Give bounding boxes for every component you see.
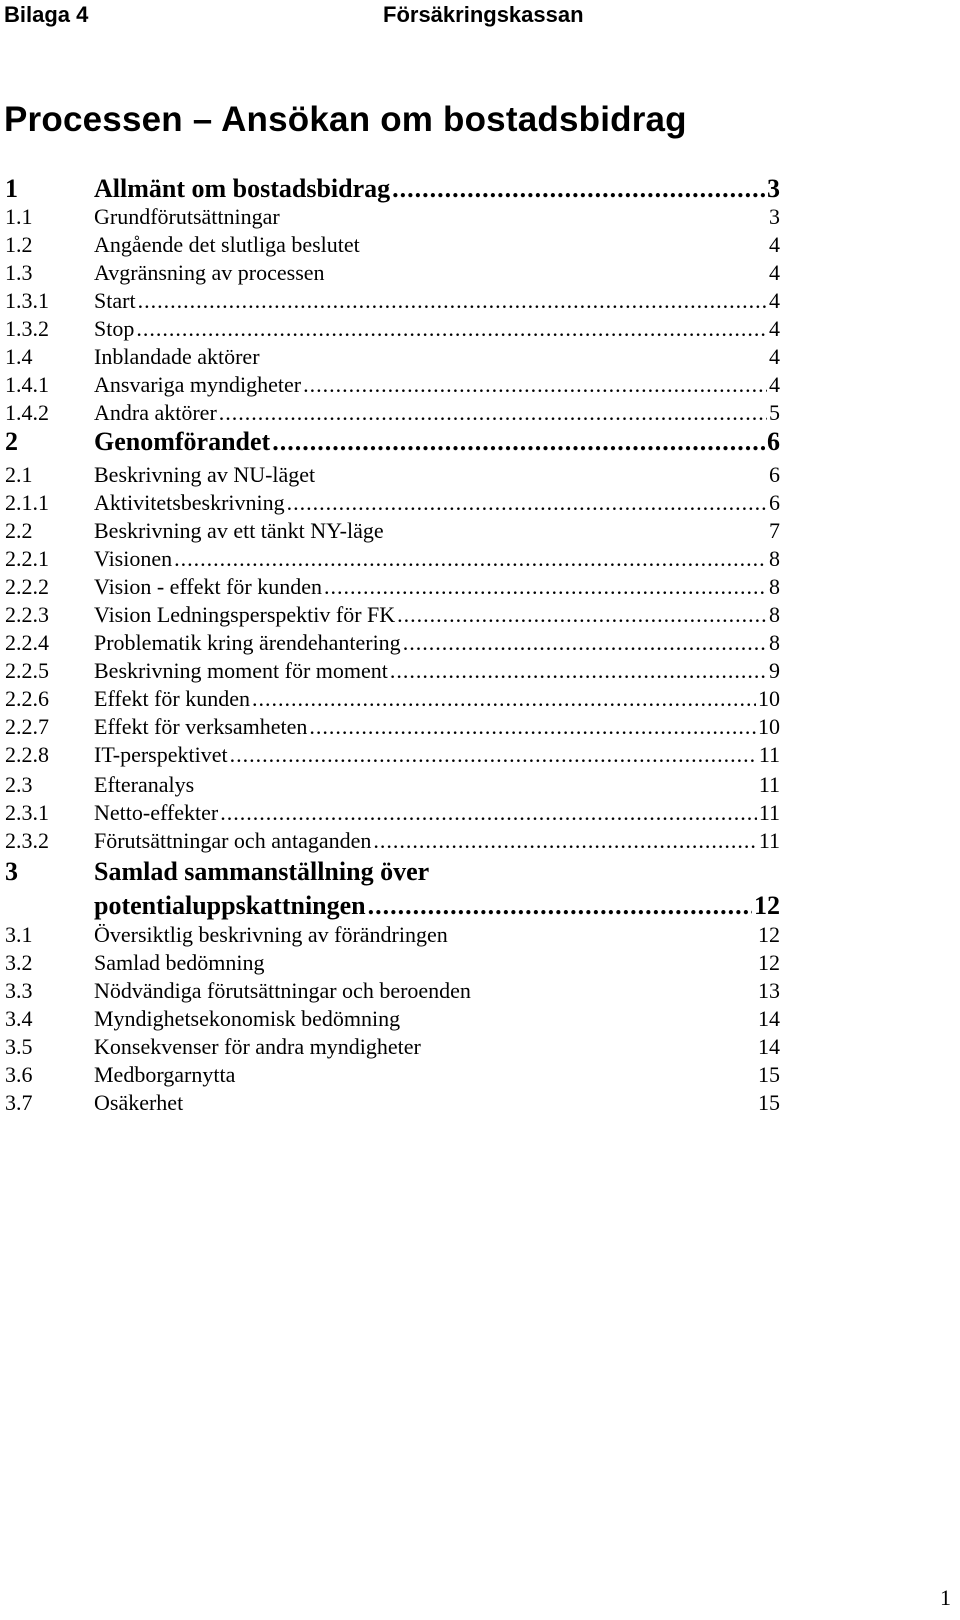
toc-entry[interactable]	[0, 1032, 960, 1061]
toc-entry[interactable]	[0, 798, 960, 827]
toc-entry-number: 2.1	[5, 462, 33, 487]
toc-entry-number: 2	[5, 427, 18, 456]
toc-entry-page: 8	[769, 546, 780, 571]
toc-dot-leader	[390, 656, 767, 685]
toc-entry-number: 2.2	[5, 518, 33, 543]
toc-entry-page: 12	[758, 922, 780, 947]
toc-entry-number: 1.3.1	[5, 288, 49, 313]
toc-entry-page: 10	[758, 714, 780, 739]
toc-entry-page: 11	[758, 828, 780, 853]
toc-entry-page: 6	[769, 462, 780, 487]
toc-entry-page: 7	[769, 518, 780, 543]
toc-entry[interactable]	[0, 948, 960, 977]
toc-entry-number: 2.3	[5, 772, 33, 797]
toc-entry-page: 15	[758, 1062, 780, 1087]
toc-entry-page: 12	[758, 950, 780, 975]
toc-entry-label-row	[94, 890, 780, 922]
toc-entry[interactable]	[0, 656, 960, 685]
toc-entry[interactable]	[0, 398, 960, 427]
toc-entry[interactable]	[0, 258, 960, 287]
toc-entry-title: Samlad sammanställning över	[94, 857, 430, 886]
toc-entry-title: Problematik kring ärendehantering	[94, 630, 401, 655]
toc-entry-number: 1.1	[5, 204, 33, 229]
toc-entry[interactable]	[0, 460, 960, 489]
toc-dot-leader	[136, 314, 767, 343]
toc-entry[interactable]	[0, 976, 960, 1005]
toc-entry-title: Aktivitetsbeskrivning	[94, 490, 285, 515]
toc-entry-title: Översiktlig beskrivning av förändringen	[94, 922, 448, 947]
toc-entry-number: 1.2	[5, 232, 33, 257]
toc-entry-number: 1	[5, 174, 18, 203]
toc-entry-label-row	[94, 1088, 780, 1117]
toc-entry-page: 11	[758, 800, 780, 825]
toc-entry-title: Angående det slutliga beslutet	[94, 232, 360, 257]
toc-entry-number: 2.2.7	[5, 714, 49, 739]
toc-entry-title: Vision Ledningsperspektiv för FK	[94, 602, 396, 627]
toc-entry[interactable]	[0, 230, 960, 259]
toc-entry-label-row	[94, 516, 780, 545]
toc-entry-label-row	[94, 1032, 780, 1061]
toc-entry-label-row	[94, 798, 780, 827]
toc-entry-page: 9	[769, 658, 780, 683]
toc-entry-number: 2.1.1	[5, 490, 49, 515]
page-number: 1	[940, 1585, 951, 1610]
toc-entry-label-row	[94, 202, 780, 231]
toc-dot-leader	[392, 173, 765, 205]
toc-entry-page: 5	[769, 400, 780, 425]
toc-dot-leader	[174, 544, 767, 573]
toc-entry-title: Allmänt om bostadsbidrag	[94, 174, 391, 203]
toc-entry[interactable]	[0, 516, 960, 545]
toc-entry-number: 1.3.2	[5, 316, 49, 341]
toc-entry[interactable]	[0, 826, 960, 855]
toc-entry-number: 2.2.4	[5, 630, 49, 655]
toc-entry-label-row	[94, 426, 780, 458]
toc-entry-title: Beskrivning moment för moment	[94, 658, 388, 683]
toc-dot-leader	[138, 286, 767, 315]
toc-entry-page: 10	[758, 686, 780, 711]
toc-entry-page: 4	[769, 232, 780, 257]
toc-dot-leader	[324, 572, 767, 601]
toc-dot-leader	[220, 798, 757, 827]
toc-entry-title: Ansvariga myndigheter	[94, 372, 302, 397]
toc-entry-page: 13	[758, 978, 780, 1003]
toc-entry-number: 3.5	[5, 1034, 33, 1059]
toc-dot-leader	[230, 740, 757, 769]
toc-entry-page: 4	[769, 372, 780, 397]
toc-entry-title: Andra aktörer	[94, 400, 217, 425]
toc-entry-number: 1.4	[5, 344, 33, 369]
toc-dot-leader	[397, 600, 767, 629]
toc-entry-label-row	[94, 656, 780, 685]
toc-entry[interactable]	[0, 770, 960, 799]
toc-entry-page: 12	[754, 891, 780, 920]
toc-entry-label-row	[94, 770, 780, 799]
toc-entry-label-row	[94, 286, 780, 315]
toc-entry-page: 14	[758, 1034, 780, 1059]
toc-entry-label-row	[94, 460, 780, 489]
toc-entry-title: Konsekvenser för andra myndigheter	[94, 1034, 421, 1059]
header-attachment-label: Bilaga 4	[4, 2, 89, 27]
toc-entry-page: 4	[769, 288, 780, 313]
toc-entry-page: 3	[767, 174, 780, 203]
toc-entry[interactable]	[0, 202, 960, 231]
toc-entry[interactable]	[0, 856, 960, 888]
toc-entry[interactable]	[0, 920, 960, 949]
toc-entry-number: 3	[5, 857, 18, 886]
toc-entry[interactable]	[0, 342, 960, 371]
toc-entry[interactable]	[0, 314, 960, 343]
toc-entry[interactable]	[0, 890, 960, 922]
toc-entry[interactable]	[0, 600, 960, 629]
toc-entry[interactable]	[0, 544, 960, 573]
toc-entry-label-row	[94, 314, 780, 343]
toc-entry-number: 3.6	[5, 1062, 33, 1087]
toc-entry-number: 3.4	[5, 1006, 33, 1031]
toc-entry-title: Osäkerhet	[94, 1090, 184, 1115]
toc-entry-label-row	[94, 544, 780, 573]
toc-entry-title: Grundförutsättningar	[94, 204, 280, 229]
toc-entry[interactable]	[0, 628, 960, 657]
toc-entry[interactable]	[0, 1004, 960, 1033]
toc-entry-number: 1.4.2	[5, 400, 49, 425]
toc-entry-page: 11	[758, 772, 780, 797]
toc-entry-title: Samlad bedömning	[94, 950, 265, 975]
page-header	[0, 0, 960, 30]
toc-entry-title: Efteranalys	[94, 772, 195, 797]
toc-entry-page: 6	[769, 490, 780, 515]
toc-entry-number: 3.2	[5, 950, 33, 975]
toc-entry-title: Beskrivning av ett tänkt NY-läge	[94, 518, 384, 543]
toc-entry-page: 14	[758, 1006, 780, 1031]
toc-entry-label-row	[94, 488, 780, 517]
toc-entry-title: Effekt för verksamheten	[94, 714, 308, 739]
toc-entry[interactable]	[0, 173, 960, 205]
toc-entry-number: 1.4.1	[5, 372, 49, 397]
toc-entry-label-row	[94, 826, 780, 855]
toc-entry-label-row	[94, 856, 780, 888]
toc-entry-number: 1.3	[5, 260, 33, 285]
toc-entry[interactable]	[0, 1088, 960, 1117]
toc-entry[interactable]	[0, 572, 960, 601]
toc-entry-label-row	[94, 684, 780, 713]
toc-entry-label-row	[94, 740, 780, 769]
toc-entry-title: Nödvändiga förutsättningar och beroenden	[94, 978, 471, 1003]
toc-entry[interactable]	[0, 712, 960, 741]
toc-entry-number: 3.7	[5, 1090, 33, 1115]
toc-dot-leader	[403, 628, 767, 657]
toc-entry-title: Stop	[94, 316, 135, 341]
toc-entry-label-row	[94, 258, 780, 287]
toc-entry-number: 2.3.2	[5, 828, 49, 853]
toc-entry-number: 2.2.8	[5, 742, 49, 767]
toc-entry-page: 11	[758, 742, 780, 767]
toc-dot-leader	[373, 826, 756, 855]
toc-entry-title: Myndighetsekonomisk bedömning	[94, 1006, 401, 1031]
toc-entry-label-row	[94, 712, 780, 741]
toc-entry-number: 2.2.6	[5, 686, 49, 711]
toc-entry-number: 3.1	[5, 922, 33, 947]
toc-dot-leader	[272, 426, 765, 458]
toc-entry-label-row	[94, 370, 780, 399]
toc-entry-number: 2.2.2	[5, 574, 49, 599]
toc-entry-label-row	[94, 342, 780, 371]
toc-entry-page: 15	[758, 1090, 780, 1115]
toc-entry-label-row	[94, 1060, 780, 1089]
toc-entry-number: 2.2.3	[5, 602, 49, 627]
toc-entry-label-row	[94, 230, 780, 259]
toc-dot-leader	[368, 890, 752, 922]
toc-entry-title: Start	[94, 288, 136, 313]
toc-entry[interactable]	[0, 1060, 960, 1089]
toc-entry-label-row	[94, 628, 780, 657]
toc-entry[interactable]	[0, 488, 960, 517]
toc-dot-leader	[252, 684, 756, 713]
toc-entry-title: Förutsättningar och antaganden	[94, 828, 372, 853]
toc-dot-leader	[219, 398, 767, 427]
toc-dot-leader	[309, 712, 756, 741]
toc-dot-leader	[287, 488, 767, 517]
toc-entry-number: 2.3.1	[5, 800, 49, 825]
toc-entry-label-row	[94, 572, 780, 601]
toc-entry-number: 2.2.1	[5, 546, 49, 571]
toc-entry-label-row	[94, 948, 780, 977]
toc-entry[interactable]	[0, 286, 960, 315]
header-organization: Försäkringskassan	[383, 2, 584, 27]
toc-entry-label-row	[94, 976, 780, 1005]
toc-dot-leader	[303, 370, 767, 399]
toc-entry-label-row	[94, 600, 780, 629]
toc-entry-page: 8	[769, 630, 780, 655]
toc-entry[interactable]	[0, 684, 960, 713]
toc-entry[interactable]	[0, 426, 960, 458]
toc-entry-number: 3.3	[5, 978, 33, 1003]
toc-entry-title: Medborgarnytta	[94, 1062, 236, 1087]
toc-entry-page: 4	[769, 316, 780, 341]
toc-entry-title: Avgränsning av processen	[94, 260, 325, 285]
toc-entry[interactable]	[0, 370, 960, 399]
toc-entry-label-row	[94, 1004, 780, 1033]
toc-entry-title: Inblandade aktörer	[94, 344, 260, 369]
toc-entry-title: IT-perspektivet	[94, 742, 228, 767]
toc-entry-page: 4	[769, 344, 780, 369]
toc-entry-title: Netto-effekter	[94, 800, 219, 825]
toc-entry-page: 4	[769, 260, 780, 285]
toc-entry-title: Effekt för kunden	[94, 686, 250, 711]
toc-entry-title: Vision - effekt för kunden	[94, 574, 322, 599]
toc-entry-title: Beskrivning av NU-läget	[94, 462, 316, 487]
toc-entry-title: potentialuppskattningen	[94, 891, 366, 920]
toc-entry-page: 6	[767, 427, 780, 456]
toc-entry-title: Genomförandet	[94, 427, 271, 456]
toc-entry-label-row	[94, 920, 780, 949]
document-title: Processen – Ansökan om bostadsbidrag	[4, 100, 687, 139]
toc-entry-page: 3	[769, 204, 780, 229]
toc-entry-label-row	[94, 173, 780, 205]
toc-entry-page: 8	[769, 602, 780, 627]
toc-entry-label-row	[94, 398, 780, 427]
toc-entry-number: 2.2.5	[5, 658, 49, 683]
toc-entry[interactable]	[0, 740, 960, 769]
toc-entry-page: 8	[769, 574, 780, 599]
toc-entry-title: Visionen	[94, 546, 173, 571]
